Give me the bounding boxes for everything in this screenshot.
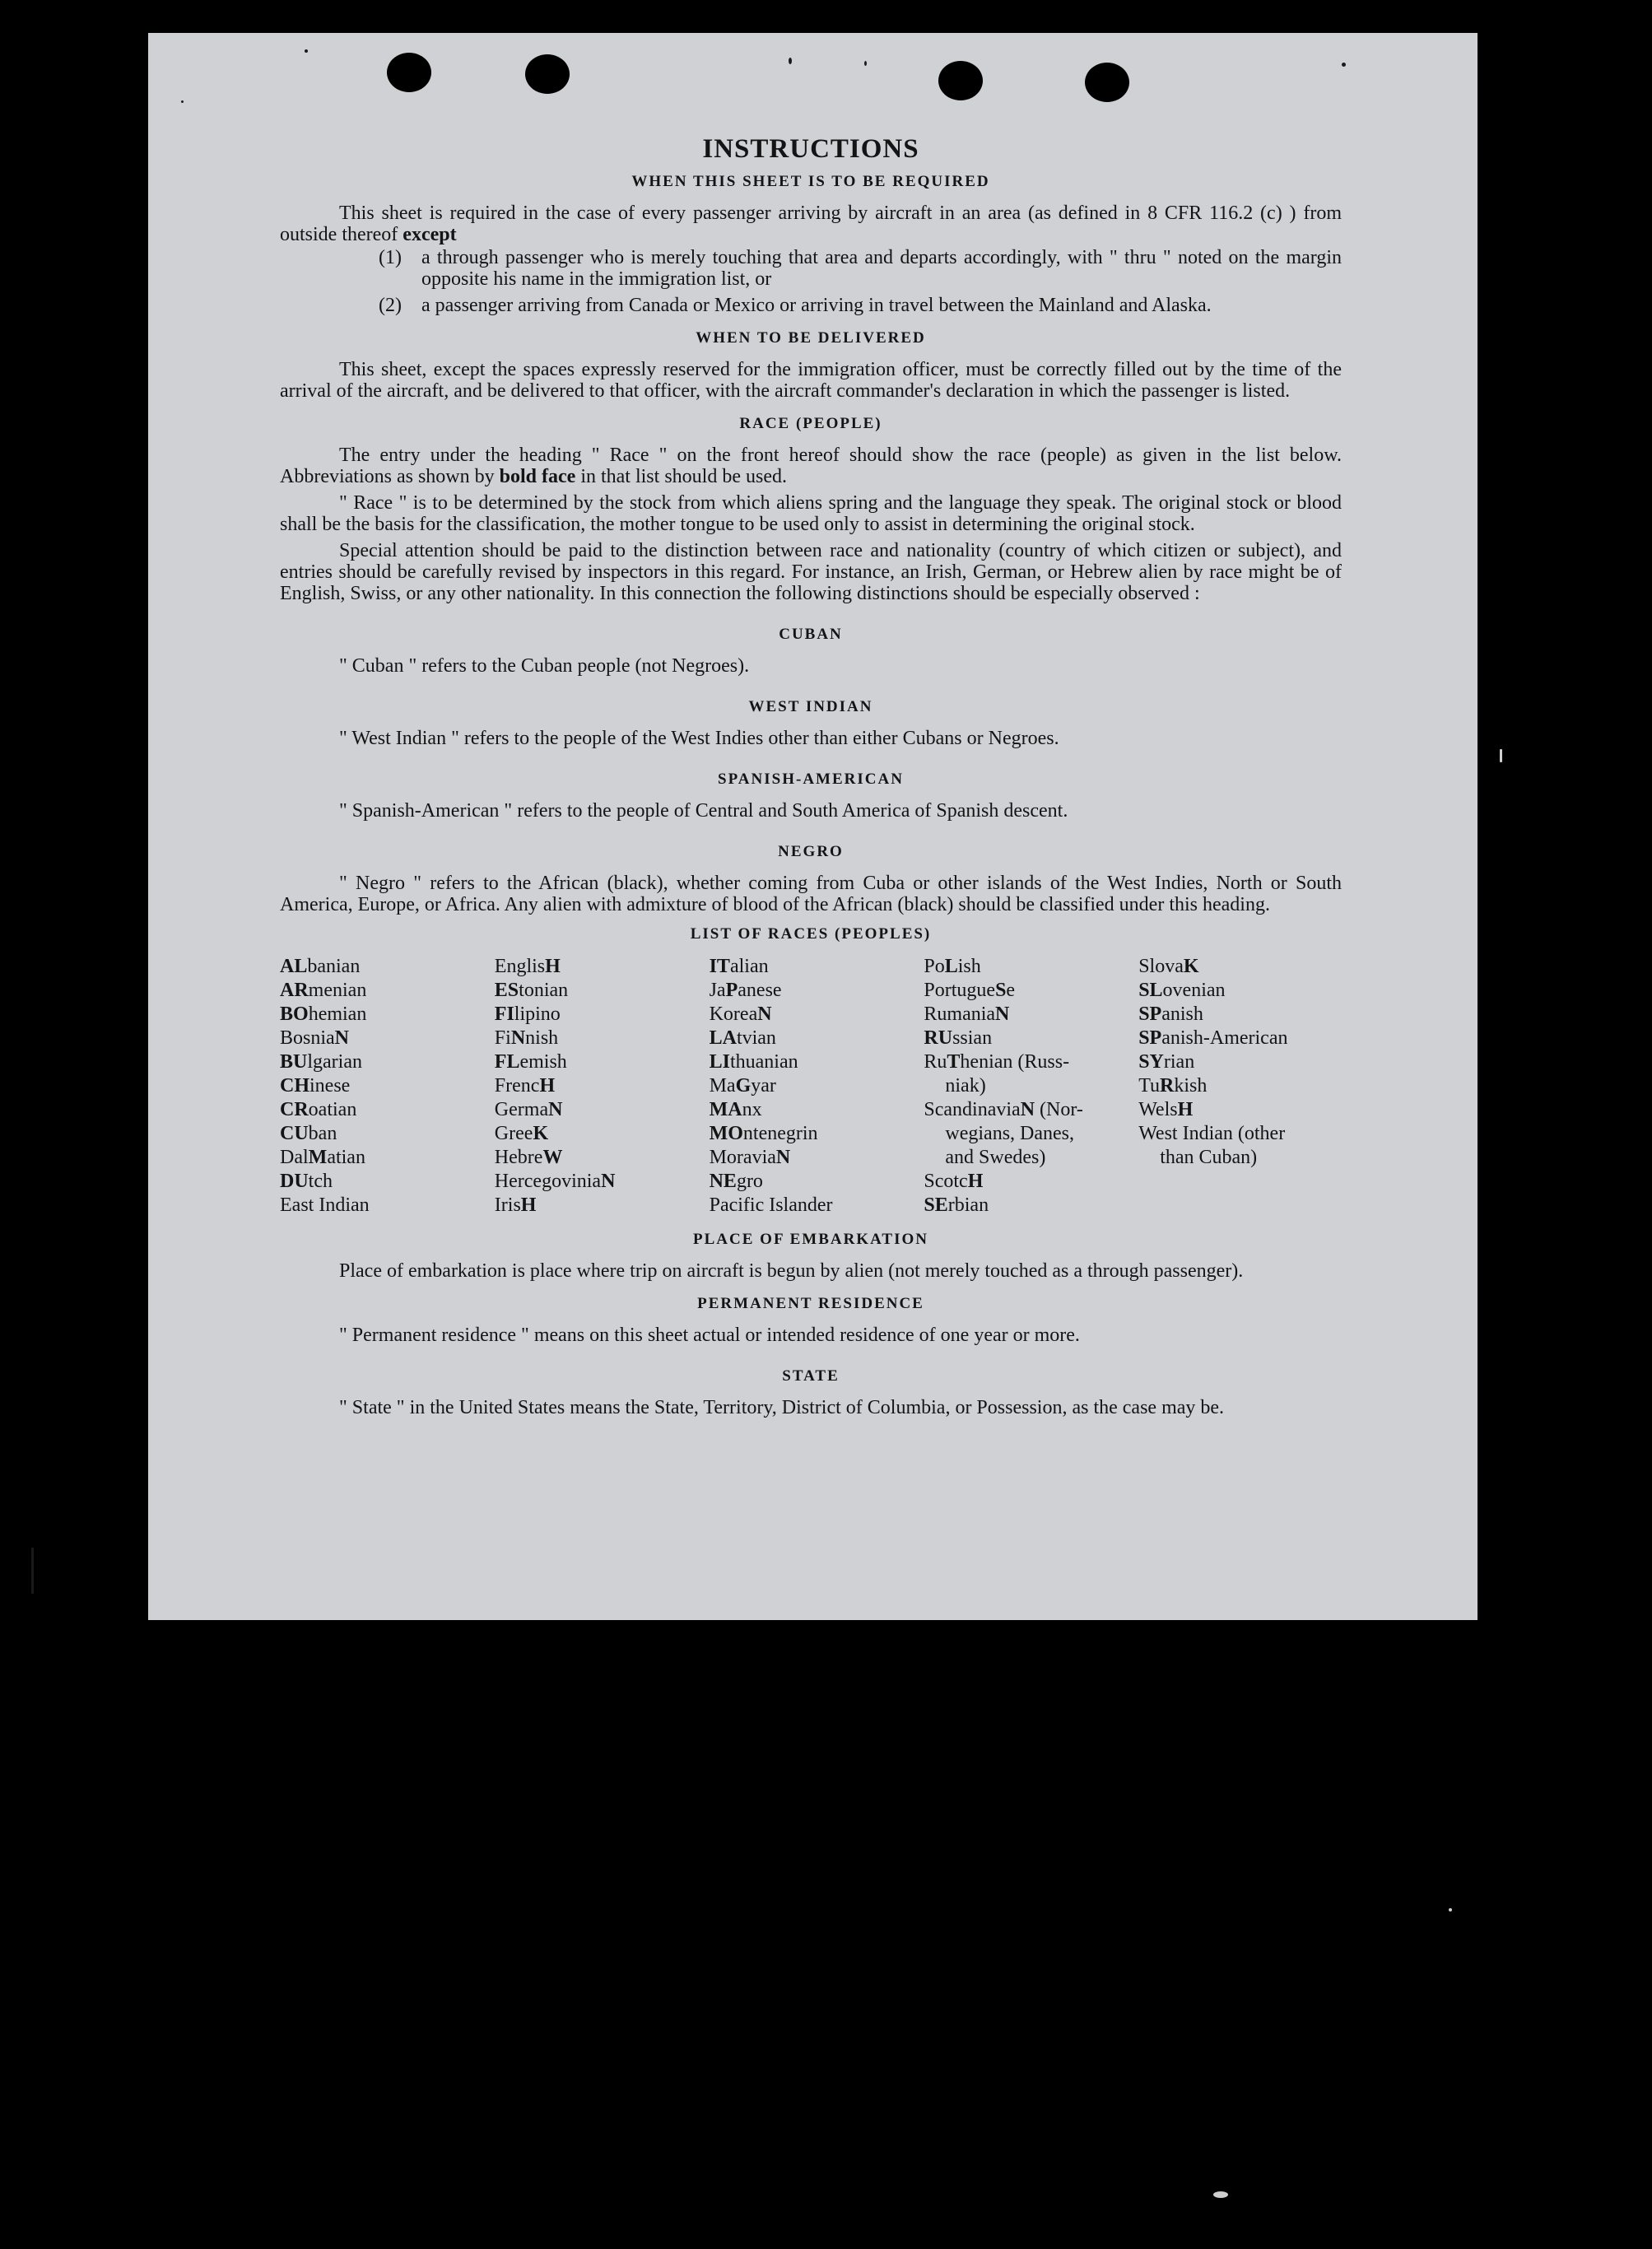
section-heading: WHEN THIS SHEET IS TO BE REQUIRED xyxy=(631,173,990,190)
race-entry: Pacific Islander xyxy=(709,1194,833,1216)
instructions-content xyxy=(280,134,1342,1418)
speck xyxy=(305,49,308,53)
paragraph: Place of embarkation is place where trip on aircraft is begun by alien (not merely touched as a through passenger). xyxy=(339,1260,1244,1282)
paragraph: The entry under the heading " Race " on the front hereof should show the race (people) as given in the list below. Abbreviations as shown by bold face in that list should be used. xyxy=(280,445,1342,487)
section-heading: STATE xyxy=(782,1367,840,1385)
race-entry: East Indian xyxy=(280,1194,370,1216)
margin-mark xyxy=(31,1548,34,1594)
paragraph: " Race " is to be determined by the stock from which aliens spring and the language they speak. The original stock or blood shall be the basis for the classification, the mother tongue to be used only to assist in determining the original stock. xyxy=(280,492,1342,535)
race-entry: West Indian (other xyxy=(1138,1123,1286,1144)
section-heading: PLACE OF EMBARKATION xyxy=(693,1231,928,1248)
exceptions-list xyxy=(379,247,1342,316)
race-entry: PoLish xyxy=(924,956,981,977)
race-entry: DUtch xyxy=(280,1171,333,1192)
race-entry: MaGyar xyxy=(709,1075,776,1097)
race-entry: ALbanian xyxy=(280,956,361,977)
race-entry: WelsH xyxy=(1138,1099,1194,1120)
races-column xyxy=(495,955,698,1218)
race-entry: TuRkish xyxy=(1138,1075,1208,1097)
race-entry: wegians, Danes, xyxy=(945,1123,1075,1144)
race-entry: than Cuban) xyxy=(1160,1147,1258,1168)
race-entry: SErbian xyxy=(924,1194,989,1216)
page-title: INSTRUCTIONS xyxy=(702,134,919,164)
section-heading: NEGRO xyxy=(778,843,844,860)
race-entry: BUlgarian xyxy=(280,1051,362,1073)
punch-hole xyxy=(938,61,983,100)
race-entry: SPanish-American xyxy=(1138,1027,1288,1049)
section-heading: PERMANENT RESIDENCE xyxy=(697,1295,924,1312)
section-heading: WHEN TO BE DELIVERED xyxy=(696,329,926,347)
race-entry: BOhemian xyxy=(280,1003,367,1025)
speck xyxy=(181,100,184,103)
paragraph: Special attention should be paid to the distinction between race and nationality (country of which citizen or subject), and entries should be carefully revised by inspectors in this regard. For instance, an Irish, German, or Hebrew alien by race might be of English, Swiss, or any other nationality. In this connection the following distinctions should be especially observed : xyxy=(280,540,1342,604)
races-column xyxy=(1138,955,1342,1218)
race-entry: GermaN xyxy=(494,1099,563,1120)
punch-hole xyxy=(1085,63,1129,102)
race-entry: SYrian xyxy=(1138,1051,1195,1073)
race-entry: CHinese xyxy=(280,1075,351,1097)
race-entry: HercegoviniaN xyxy=(494,1171,616,1192)
race-entry: CRoatian xyxy=(280,1099,357,1120)
races-heading: LIST OF RACES (PEOPLES) xyxy=(690,925,932,943)
speck xyxy=(789,58,792,64)
race-entry: ITalian xyxy=(709,956,769,977)
paragraph: This sheet is required in the case of every passenger arriving by aircraft in an area (as defined in 8 CFR 116.2 (c) ) from outside thereof except xyxy=(280,203,1342,245)
paragraph: " Negro " refers to the African (black), whether coming from Cuba or other islands of the West Indies, North or South America, Europe, or Africa. Any alien with admixture of blood of the African (black) should be classified under this heading. xyxy=(280,873,1342,915)
speck xyxy=(1342,63,1346,67)
race-entry: LAtvian xyxy=(709,1027,776,1049)
section-heading: CUBAN xyxy=(779,626,843,643)
race-entry: FiNnish xyxy=(494,1027,559,1049)
document-page xyxy=(148,33,1477,1620)
race-entry: RuThenian (Russ- xyxy=(924,1051,1070,1073)
race-entry: NEgro xyxy=(709,1171,763,1192)
punch-hole xyxy=(387,53,431,92)
races-list xyxy=(280,955,1342,1218)
race-entry: RUssian xyxy=(924,1027,993,1049)
race-entry: EnglisH xyxy=(494,956,561,977)
race-entry: MOntenegrin xyxy=(709,1123,818,1144)
section-heading: RACE (PEOPLE) xyxy=(739,415,882,432)
section-heading: SPANISH-AMERICAN xyxy=(718,771,904,788)
race-entry: EStonian xyxy=(494,980,569,1001)
race-entry: PortugueSe xyxy=(924,980,1016,1001)
race-entry: RumaniaN xyxy=(924,1003,1010,1025)
race-entry: niak) xyxy=(945,1075,986,1097)
race-entry: FLemish xyxy=(494,1051,567,1073)
races-column xyxy=(710,955,913,1218)
race-entry: JaPanese xyxy=(709,980,782,1001)
paragraph: " Spanish-American " refers to the people of Central and South America of Spanish descent. xyxy=(339,800,1068,822)
race-entry: BosniaN xyxy=(280,1027,350,1049)
race-entry: and Swedes) xyxy=(945,1147,1046,1168)
race-entry: KoreaN xyxy=(709,1003,772,1025)
race-entry: LIthuanian xyxy=(709,1051,798,1073)
margin-mark xyxy=(1213,2191,1228,2198)
race-entry: SLovenian xyxy=(1138,980,1226,1001)
race-entry: HebreW xyxy=(494,1147,563,1168)
list-item-text: a through passenger who is merely touching that area and departs accordingly, with " thru " noted on the margin opposite his name in the immigration list, or xyxy=(421,247,1342,290)
race-entry: GreeK xyxy=(494,1123,549,1144)
margin-mark xyxy=(1449,1908,1452,1911)
speck xyxy=(864,61,867,66)
list-item xyxy=(379,295,1342,316)
races-column xyxy=(280,955,483,1218)
list-item xyxy=(379,247,1342,290)
list-item-number: (1) xyxy=(379,247,402,268)
race-entry: MAnx xyxy=(709,1099,762,1120)
margin-mark xyxy=(1500,749,1502,762)
list-item-text: a passenger arriving from Canada or Mexico or arriving in travel between the Mainland and Alaska. xyxy=(421,295,1212,316)
punch-hole xyxy=(525,54,570,94)
race-entry: CUban xyxy=(280,1123,337,1144)
list-item-number: (2) xyxy=(379,295,402,316)
paragraph: " State " in the United States means the State, Territory, District of Columbia, or Possession, as the case may be. xyxy=(339,1397,1225,1418)
paragraph: " West Indian " refers to the people of the West Indies other than either Cubans or Negroes. xyxy=(339,728,1059,749)
race-entry: MoraviaN xyxy=(709,1147,791,1168)
race-entry: IrisH xyxy=(494,1194,537,1216)
paragraph: " Permanent residence " means on this sheet actual or intended residence of one year or more. xyxy=(339,1325,1080,1346)
paragraph: This sheet, except the spaces expressly reserved for the immigration officer, must be correctly filled out by the time of the arrival of the aircraft, and be delivered to that officer, with the aircraft commander's declaration in which the passenger is listed. xyxy=(280,359,1342,402)
race-entry: ScotcH xyxy=(924,1171,984,1192)
race-entry: FrencH xyxy=(494,1075,556,1097)
race-entry: DalMatian xyxy=(280,1147,365,1168)
race-entry: ARmenian xyxy=(280,980,367,1001)
paragraph: " Cuban " refers to the Cuban people (not Negroes). xyxy=(339,655,750,677)
race-entry: ScandinaviaN (Nor- xyxy=(924,1099,1083,1120)
race-entry: SPanish xyxy=(1138,1003,1203,1025)
races-column xyxy=(924,955,1127,1218)
section-heading: WEST INDIAN xyxy=(748,698,873,715)
race-entry: SlovaK xyxy=(1138,956,1199,977)
race-entry: FIlipino xyxy=(494,1003,561,1025)
